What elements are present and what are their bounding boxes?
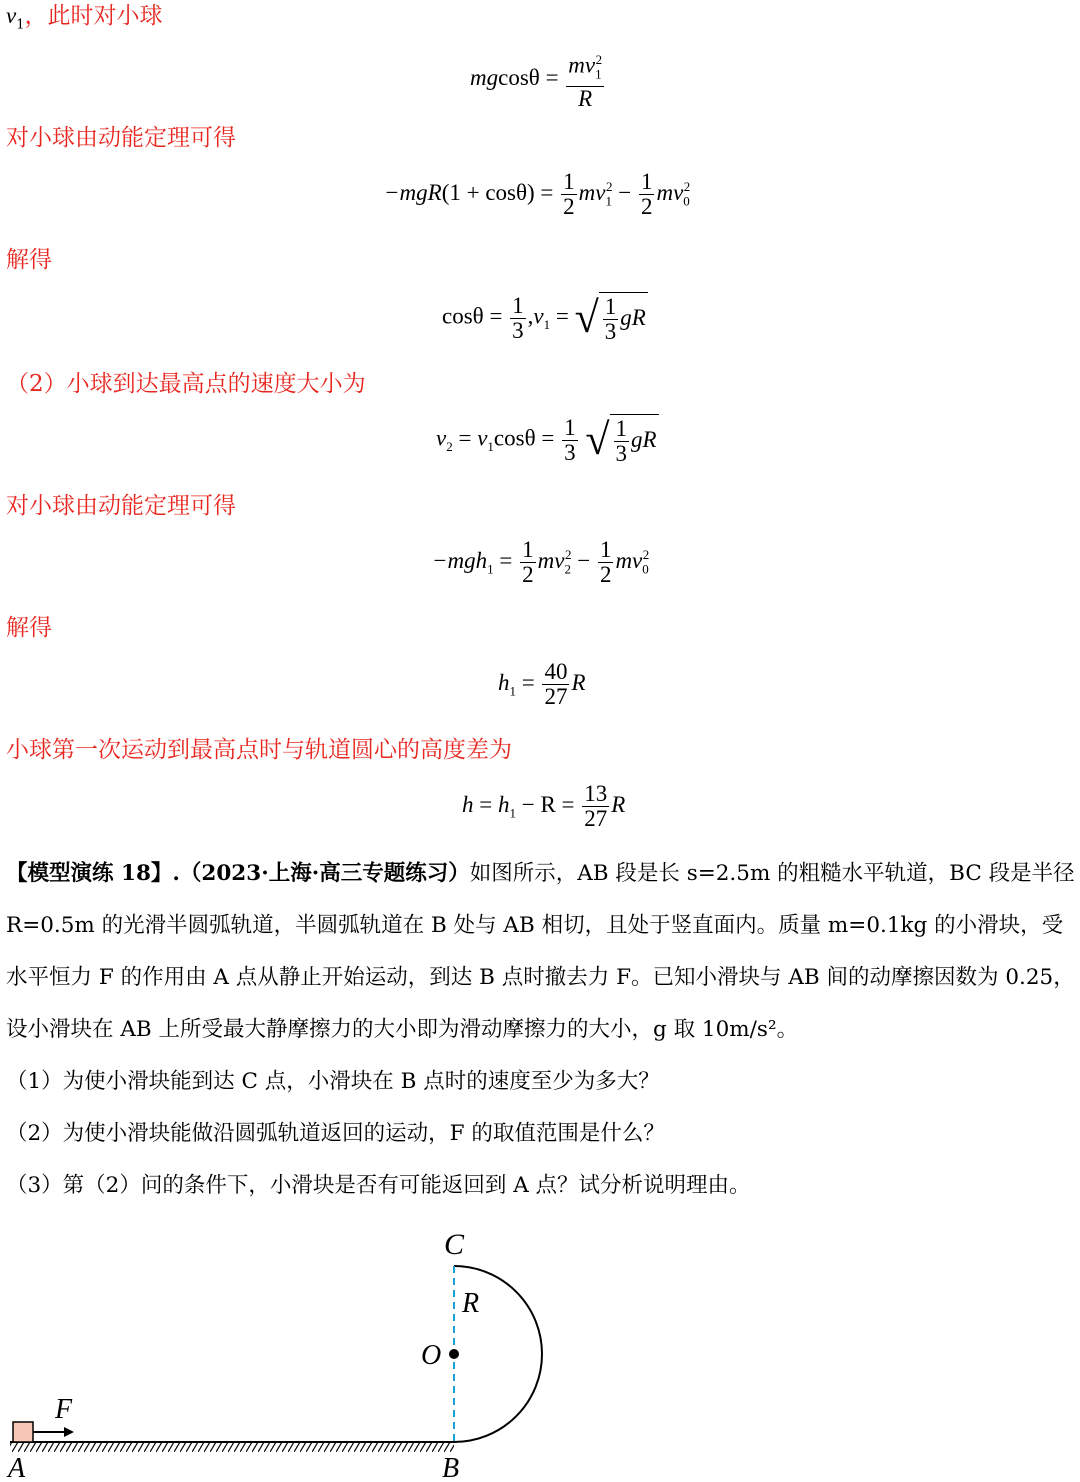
eq2-term1-sup: 2 [605, 179, 613, 195]
solution-line-6: 解得 [6, 615, 52, 641]
v1-symbol: v [6, 3, 17, 28]
eq5-term2-sub: 0 [642, 561, 649, 577]
eq5-term1: mv [537, 547, 565, 573]
eq5-lhs-sub: 1 [487, 561, 494, 577]
label-A: A [8, 1453, 26, 1482]
equation-4 [436, 414, 659, 466]
label-O: O [421, 1340, 442, 1371]
eq2-half-2: $\frac{1}{2}$ [640, 169, 653, 219]
eq2-term2-sup: 2 [683, 179, 691, 195]
problem-block [6, 848, 1076, 1212]
eq4-equals-2: = [541, 425, 555, 451]
eq5-term1-sup: 2 [564, 547, 572, 563]
eq6-fraction: $\frac{40}{27}$ [544, 659, 568, 709]
eq2-equals: = [540, 179, 554, 205]
eq1-cos: cosθ [498, 64, 540, 90]
eq5-half-2: $\frac{1}{2}$ [599, 537, 612, 587]
eq6-lhs-sub: 1 [509, 683, 516, 699]
eq3-equals-2: = [555, 303, 569, 329]
eq6-lhs: h [498, 669, 510, 695]
solution-line-5: 对小球由动能定理可得 [6, 493, 236, 519]
eq7-fraction: $\frac{13}{27}$ [584, 781, 608, 831]
label-R: R [462, 1288, 480, 1319]
ground-hatching [10, 1442, 454, 1452]
equation-3 [442, 292, 648, 344]
eq5-term2-sup: 2 [642, 547, 650, 563]
eq6-R: R [571, 669, 586, 695]
center-point-O [449, 1349, 459, 1359]
eq7-R: R [611, 791, 626, 817]
solution-line-3: 解得 [6, 247, 52, 273]
eq4-v1: v [477, 425, 488, 451]
problem-line-1 [6, 848, 1076, 900]
eq2-term1-sub: 1 [605, 193, 612, 209]
eq2-term2: mv [656, 179, 684, 205]
eq7-h: h [462, 791, 474, 817]
eq7-h1: h [497, 791, 510, 817]
force-arrowhead [64, 1427, 74, 1437]
problem-tag: 【模型演练 18】 [6, 861, 173, 886]
label-B: B [442, 1453, 460, 1482]
question-2: （2）为使小滑块能做沿圆弧轨道返回的运动，F 的取值范围是什么？ [6, 1121, 665, 1146]
eq3-fraction: $\frac{1}{3}$ [512, 292, 524, 343]
problem-line-4: 设小滑块在 AB 上所受最大静摩擦力的大小即为滑动摩擦力的大小，g 取 10m/s²。 [6, 1017, 799, 1042]
solution-line-1-text: ，此时对小球 [24, 3, 163, 29]
track-diagram [0, 1202, 1080, 1482]
eq7-equals: = [479, 791, 493, 817]
problem-text-1: 如图所示，AB 段是长 s=2.5m 的粗糙水平轨道，BC 段是半径 [469, 861, 1075, 886]
eq2-half-1: $\frac{1}{2}$ [563, 169, 575, 219]
eq5-term1-sub: 2 [564, 561, 571, 577]
equation-5 [432, 538, 649, 587]
eq1-num-sub: 1 [595, 66, 602, 82]
eq5-equals: = [499, 547, 513, 573]
eq3-sqrt: √ $\frac{1}{3}$ gR [574, 293, 646, 344]
question-3: （3）第（2）问的条件下，小滑块是否有可能返回到 A 点？试分析说明理由。 [6, 1173, 751, 1198]
equation-1 [470, 48, 606, 111]
eq1-lhs: mg [470, 64, 499, 90]
label-C: C [444, 1228, 465, 1261]
v1-subscript: 1 [16, 17, 25, 33]
eq2-term2-sub: 0 [683, 193, 690, 209]
eq7-h1-sub: 1 [509, 805, 516, 821]
eq2-minus: − [618, 179, 632, 205]
eq7-minus: − R = [521, 791, 575, 817]
eq4-cos: cosθ [493, 425, 536, 451]
solution-line-4: （2）小球到达最高点的速度大小为 [6, 371, 366, 397]
equation-7 [462, 782, 625, 831]
eq3-lhs: cosθ [442, 303, 484, 329]
eq4-equals: = [458, 425, 472, 451]
eq3-v: v [533, 303, 544, 329]
problem-line-2: R=0.5m 的光滑半圆弧轨道，半圆弧轨道在 B 处与 AB 相切，且处于竖直面内。质量 m=0.1kg 的小滑块，受 [6, 913, 1064, 938]
eq1-equals: = [545, 64, 559, 90]
eq2-paren: (1 + cosθ) [441, 179, 535, 205]
eq4-v-sub: 2 [446, 438, 453, 454]
eq6-equals: = [521, 669, 535, 695]
solution-line-2: 对小球由动能定理可得 [6, 125, 236, 151]
eq2-term1: mv [578, 179, 606, 205]
eq2-lhs: −mgR [384, 179, 442, 205]
eq5-half-1: $\frac{1}{2}$ [522, 537, 534, 587]
eq4-fraction: $\frac{1}{3}$ [564, 414, 576, 465]
problem-line-3: 水平恒力 F 的作用由 A 点从静止开始运动，到达 B 点时撤去力 F。已知小滑块与 AB 间的动摩擦因数为 0.25， [6, 965, 1075, 990]
eq3-v-sub: 1 [543, 316, 551, 332]
eq5-term2: mv [615, 547, 643, 573]
eq5-lhs: −mgh [432, 547, 488, 573]
eq4-v1-sub: 1 [487, 438, 494, 454]
eq1-num-sup: 2 [595, 52, 603, 67]
slider-block [13, 1422, 33, 1442]
question-1: （1）为使小滑块能到达 C 点，小滑块在 B 点时的速度至少为多大？ [6, 1069, 660, 1094]
eq4-sqrt: √ $\frac{1}{3}$ gR [585, 415, 657, 466]
problem-source: .（2023·上海·高三专题练习） [172, 861, 470, 886]
solution-line-7: 小球第一次运动到最高点时与轨道圆心的高度差为 [6, 737, 512, 763]
label-F: F [55, 1394, 73, 1425]
eq5-minus: − [577, 547, 591, 573]
eq1-den: R [578, 86, 593, 112]
solution-line-1 [6, 2, 163, 40]
equation-2 [384, 170, 690, 219]
eq1-fraction [566, 48, 604, 111]
eq1-num: mv [568, 52, 596, 78]
eq4-v: v [436, 425, 447, 451]
eq3-equals: = [489, 303, 503, 329]
equation-6 [498, 660, 586, 709]
eq3-comma: , [527, 303, 534, 329]
